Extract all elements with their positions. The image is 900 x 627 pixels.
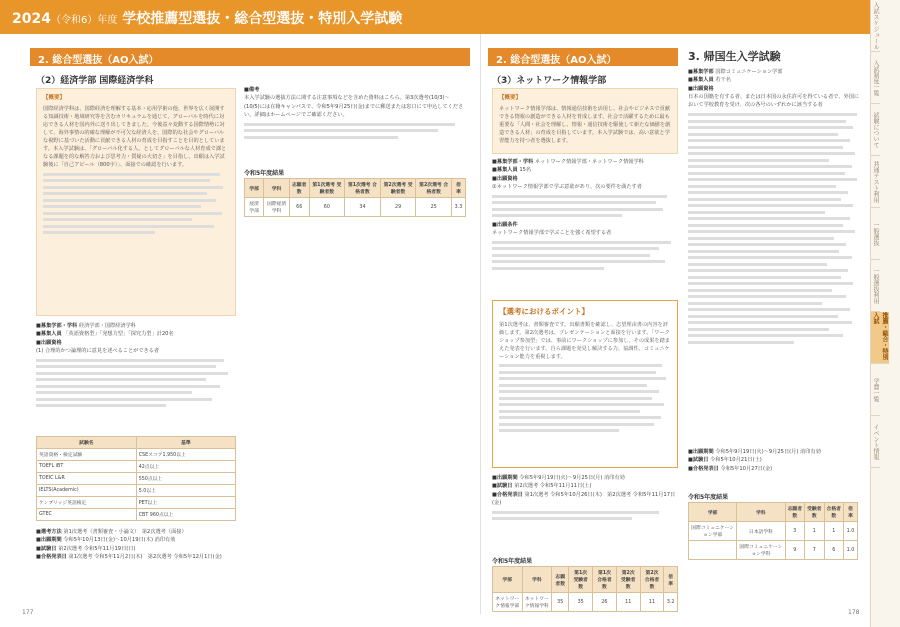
table-row bbox=[245, 198, 466, 217]
table-cell: TOEFL iBT bbox=[37, 461, 137, 473]
table-cell: IELTS(Academic) bbox=[37, 485, 137, 497]
table-cell: 550点以上 bbox=[136, 473, 235, 485]
item-value: ネットワーク情報学部で学ぶことを強く希望する者 bbox=[492, 230, 612, 237]
left-intro-text: 国際経済学科は、国際経済を理解する基本・応用学術の他、世界を広く展開する知識技術・地域研究等を含むカリキュラムを通じて、グローバルを時代に対応できる人材を国内外に送り出してきました。今後益々変動する国際情勢に対して、海外事情の的確な理解が不可欠な経済人を、国際的な社会やグローバルな視野に基づいた活動に貢献できる人材の育成を目指すことを目的としています。本入学試験は、「グローバル化する人、としてグローバルな人材育成で課となる課題を的な解答力および思考力・質疑の大切さ」を目指し、出願は入学試験後に「自己アピール（800字）」、面接での確認を行います。 bbox=[43, 105, 227, 168]
table-cell: CBT 960点以上 bbox=[136, 509, 235, 521]
table-cell: GTEC bbox=[37, 509, 137, 521]
table-header: 第2次 受験者数 bbox=[616, 567, 640, 593]
left-notes-label: ■備考 bbox=[244, 87, 260, 93]
table-header: 学科 bbox=[522, 567, 552, 593]
item-label: ■募集人員 bbox=[492, 167, 518, 174]
left-subsection-heading: （2）経済学部 国際経済学科 bbox=[36, 76, 154, 86]
right-section-heading: 3. 帰国生入学試験 bbox=[688, 50, 781, 63]
left-notes bbox=[244, 86, 464, 168]
left-results-table bbox=[244, 178, 466, 217]
left-criteria-table bbox=[36, 436, 236, 521]
table-header: 志願者数 bbox=[552, 567, 569, 593]
middle-points-title: 【選考におけるポイント】 bbox=[499, 307, 589, 316]
middle-intro-text: ネットワーク情報学部は、情報通信技術を活用し、社会やビジネスで貢献できる情報の創造ができる人材を育成します。社会で活躍するために最も重要な「人間・社会を理解し、情報・通信技術を駆使して新たな価値を創造できる人材」の育成を目指しています。本入学試験では、高い意欲と学習能力を持つ者を選抜します。 bbox=[499, 105, 671, 144]
table-cell: ケンブリッジ英語検定 bbox=[37, 497, 137, 509]
table-cell: 7 bbox=[805, 541, 824, 560]
table-cell: 11 bbox=[616, 593, 640, 612]
middle-intro-box bbox=[492, 88, 678, 154]
table-cell: CSEスコア1,950以上 bbox=[136, 449, 235, 461]
table-row bbox=[37, 449, 236, 461]
item-value: 第2次選考 令和5年11月11日(土) bbox=[514, 483, 592, 490]
right-schedule bbox=[688, 448, 864, 488]
item-label: ■試験日 bbox=[492, 483, 513, 490]
side-nav bbox=[870, 0, 900, 627]
table-cell: ネットワーク情報学科 bbox=[522, 593, 552, 612]
item-value: 令和5年10月21日(土) bbox=[710, 457, 762, 464]
left-results-title: 令和5年度結果 bbox=[244, 170, 285, 177]
table-header: 倍率 bbox=[843, 503, 857, 522]
table-cell: 経済学部 bbox=[245, 198, 264, 217]
text-lines bbox=[688, 113, 864, 344]
side-tab-special[interactable]: 推薦・総合・特別入試 bbox=[871, 312, 889, 364]
item-value: 第2次選考 令和5年11月19日(日) bbox=[58, 545, 136, 552]
item-label: ■募集学部・学科 bbox=[36, 323, 78, 329]
table-cell: 1.0 bbox=[843, 541, 857, 560]
table-header: 第1次 合格者数 bbox=[593, 567, 617, 593]
item-value: ①ネットワーク情報学部で学ぶ意欲があり、次の要件を満たす者 bbox=[492, 183, 642, 190]
page-number-left: 177 bbox=[22, 609, 34, 616]
table-cell: TOEIC L&R bbox=[37, 473, 137, 485]
table-cell: 6 bbox=[824, 541, 843, 560]
left-notes-text: 本入学試験の選抜方法に関する注意事項などを含めた資料はこちら。第3次選考(10/3)〜(10/5)には在籍キャンパスで、令和5年9月25日(金)までに郵送または窓口にて申込してください。詳細はホームページでご確認ください。 bbox=[244, 95, 464, 118]
text-lines bbox=[492, 511, 678, 521]
side-tab-events[interactable]: イベント情報 bbox=[871, 416, 880, 468]
item-value: 第1次選考（書類審査・小論文） 第2次選考（面接） bbox=[63, 529, 187, 535]
table-cell: 66 bbox=[289, 198, 309, 217]
item-value: 国際コミュニケーション学部 bbox=[715, 69, 783, 75]
table-cell: 5.0以上 bbox=[136, 485, 235, 497]
text-lines bbox=[36, 359, 236, 408]
item-label: ■選考方法 bbox=[36, 529, 62, 535]
side-tab-common-test[interactable]: 共通テスト利用 bbox=[871, 156, 880, 208]
table-row bbox=[493, 593, 678, 612]
left-intro-box bbox=[36, 88, 236, 316]
item-value: 経済学部・国際経済学科 bbox=[78, 323, 136, 329]
text-lines bbox=[499, 364, 671, 432]
table-cell: 35 bbox=[552, 593, 569, 612]
item-label: ■試験日 bbox=[36, 545, 57, 552]
table-cell: 1.0 bbox=[843, 522, 857, 541]
item-value: 令和5年9月19日(火)〜9月25日(月) 消印有効 bbox=[715, 449, 821, 455]
table-header: 第1次選考 受験者数 bbox=[309, 179, 345, 198]
table-cell: ネットワーク情報学部 bbox=[493, 593, 523, 612]
table-row bbox=[37, 461, 236, 473]
table-header: 第2次選考 合格者数 bbox=[416, 179, 452, 198]
side-tab-system[interactable]: 入試制度一覧 bbox=[871, 52, 880, 104]
side-tab-fees[interactable]: 学費一覧 bbox=[871, 364, 880, 416]
side-tab-schedule[interactable]: 入試スケジュール bbox=[871, 0, 880, 52]
item-label: ■出願期間 bbox=[688, 449, 714, 455]
item-label: ■出願資格 bbox=[688, 85, 714, 92]
table-cell: 1 bbox=[805, 522, 824, 541]
middle-requirements bbox=[492, 158, 678, 296]
table-cell: 国際コミュニケーション学科 bbox=[737, 541, 785, 560]
item-value: ネットワーク情報学部・ネットワーク情報学科 bbox=[534, 159, 644, 165]
middle-schedule bbox=[492, 474, 678, 550]
table-cell: 3.3 bbox=[451, 198, 465, 217]
text-lines bbox=[492, 241, 678, 270]
table-header: 倍率 bbox=[451, 179, 465, 198]
item-value: 第1次選考 令和5年10月26日(木) 第2次選考 令和5年11月17日(金) bbox=[492, 491, 676, 506]
right-results-table bbox=[688, 502, 858, 560]
table-row bbox=[37, 485, 236, 497]
left-section-heading: 2. 総合型選抜（AO入試） bbox=[30, 48, 470, 66]
item-label: ■試験日 bbox=[688, 457, 709, 464]
middle-points-box bbox=[492, 300, 678, 468]
item-label: ■募集人員 bbox=[36, 331, 62, 338]
left-requirements bbox=[36, 322, 236, 430]
table-cell: 34 bbox=[345, 198, 381, 217]
table-header: 志願者数 bbox=[289, 179, 309, 198]
table-cell: 国際コミュニケーション学部 bbox=[689, 522, 737, 541]
table-header: 合格者数 bbox=[824, 503, 843, 522]
table-header: 学部 bbox=[245, 179, 264, 198]
item-label: ■合格発表日 bbox=[36, 553, 67, 560]
table-header: 学部 bbox=[689, 503, 737, 522]
table-cell: 25 bbox=[416, 198, 452, 217]
page-number-right: 178 bbox=[848, 609, 860, 616]
table-cell bbox=[689, 541, 737, 560]
table-cell: 日本語学科 bbox=[737, 522, 785, 541]
middle-section-heading: 2. 総合型選抜（AO入試） bbox=[488, 48, 678, 66]
item-label: ■合格発表日 bbox=[688, 465, 719, 472]
text-lines bbox=[492, 195, 678, 218]
item-value: 第1次選考 令和5年11月2日(木) 第2次選考 令和5年12月1日(金) bbox=[68, 553, 222, 560]
table-cell: 3.2 bbox=[664, 593, 678, 612]
middle-results-table bbox=[492, 566, 678, 612]
table-row bbox=[37, 497, 236, 509]
table-header: 学科 bbox=[264, 179, 290, 198]
middle-subsection-heading: （3）ネットワーク情報学部 bbox=[492, 76, 607, 86]
item-value: 令和5年9月19日(火)〜9月25日(月) 消印有効 bbox=[519, 475, 625, 481]
table-header: 学部 bbox=[493, 567, 523, 593]
table-cell: 3 bbox=[785, 522, 804, 541]
table-cell: 1 bbox=[824, 522, 843, 541]
page-title: 2024（令和6）年度 学校推薦型選抜・総合型選抜・特別入学試験 bbox=[12, 11, 403, 27]
side-tab-general-use[interactable]: 一般選抜利用 bbox=[871, 260, 880, 312]
table-header: 基準 bbox=[136, 437, 235, 449]
table-header: 第1次 受験者数 bbox=[569, 567, 593, 593]
right-results-title: 令和5年度結果 bbox=[688, 494, 729, 501]
table-row bbox=[37, 473, 236, 485]
item-label: ■募集学部・学科 bbox=[492, 159, 534, 165]
table-header: 第2次 合格者数 bbox=[640, 567, 664, 593]
left-intro-tag: 【概要】 bbox=[43, 95, 66, 101]
side-tab-exam[interactable]: 試験について bbox=[871, 104, 880, 156]
item-label: ■募集学部 bbox=[688, 69, 714, 75]
right-requirements bbox=[688, 68, 864, 446]
item-value: 令和5年10月13日(金)〜10月19日(木) 消印有効 bbox=[63, 537, 176, 544]
table-header: 受験者数 bbox=[805, 503, 824, 522]
page-divider bbox=[480, 34, 481, 614]
table-header: 志願者数 bbox=[785, 503, 804, 522]
table-cell: PET以上 bbox=[136, 497, 235, 509]
item-value: 「英語資格型」「発想力型」「探究力型」計20名 bbox=[63, 331, 174, 338]
table-cell: 国際経済学科 bbox=[264, 198, 290, 217]
table-row bbox=[689, 541, 858, 560]
table-header: 第2次選考 受験者数 bbox=[380, 179, 416, 198]
item-value: 15名 bbox=[519, 167, 532, 174]
table-row bbox=[37, 509, 236, 521]
table-cell: 35 bbox=[569, 593, 593, 612]
middle-points-text: 第1次選考は、書類審査です。出願書類を確認し、志望理由書の内容を評価します。第2次選考は、プレゼンテーションと面接を行います。「ワークショップ参加型」では、事前にワークショップに参加し、その成果を踏まえた発表を行います。自ら課題を発見し解決する力、協調性、コミュニケーション能力を重視します。 bbox=[499, 321, 670, 360]
item-value: (1) 合理的かつ論理的に意見を述べることができる者 bbox=[36, 347, 160, 354]
item-label: ■出願期間 bbox=[492, 475, 518, 481]
item-label: ■出願期間 bbox=[36, 537, 62, 544]
table-header: 倍率 bbox=[664, 567, 678, 593]
item-label: ■募集人員 bbox=[688, 77, 714, 84]
table-cell: 42点以上 bbox=[136, 461, 235, 473]
side-tab-general[interactable]: 一般選抜 bbox=[871, 208, 880, 260]
table-header: 学科 bbox=[737, 503, 785, 522]
table-header: 第1次選考 合格者数 bbox=[345, 179, 381, 198]
table-cell: 60 bbox=[309, 198, 345, 217]
table-cell: 英語資格・検定試験 bbox=[37, 449, 137, 461]
middle-results-title: 令和5年度結果 bbox=[492, 558, 533, 565]
item-value: 若干名 bbox=[715, 77, 731, 84]
left-schedule bbox=[36, 528, 236, 606]
item-value: 日本の国籍を有する者、または日本国の永住許可を得ている者で、外国において学校教育を受け、次の各号のいずれかに該当する者 bbox=[688, 93, 860, 109]
item-label: ■出願条件 bbox=[492, 221, 518, 228]
text-lines bbox=[244, 123, 464, 139]
item-value: 令和5年10月27日(金) bbox=[720, 465, 773, 472]
table-cell: 29 bbox=[380, 198, 416, 217]
table-cell: 26 bbox=[593, 593, 617, 612]
item-label: ■出願資格 bbox=[36, 339, 62, 346]
table-cell: 11 bbox=[640, 593, 664, 612]
middle-intro-tag: 【概要】 bbox=[499, 95, 522, 101]
item-label: ■合格発表日 bbox=[492, 491, 523, 498]
table-cell: 9 bbox=[785, 541, 804, 560]
table-header: 試験名 bbox=[37, 437, 137, 449]
text-lines bbox=[43, 173, 229, 235]
item-label: ■出願資格 bbox=[492, 175, 518, 182]
table-row bbox=[689, 522, 858, 541]
